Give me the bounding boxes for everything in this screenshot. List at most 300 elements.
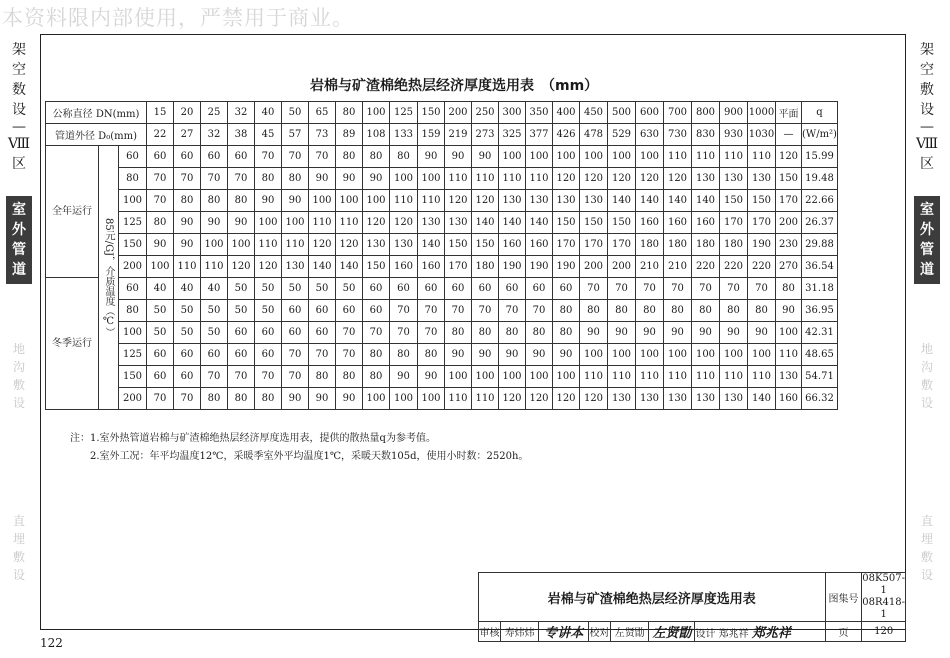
table-cell: 130	[664, 388, 692, 410]
table-cell: 110	[174, 256, 201, 278]
right-sidebar-char: 敷	[920, 82, 934, 98]
table-cell: 120	[553, 388, 580, 410]
table-cell: 90	[580, 322, 608, 344]
header-dn-cell: 350	[526, 102, 553, 124]
table-cell: 200	[580, 256, 608, 278]
left-sidebar-faint-2[interactable]	[6, 512, 32, 584]
table-cell: 80	[309, 366, 336, 388]
header-dn-cell: q	[802, 102, 838, 124]
designer-signature: 郑兆祥	[751, 626, 791, 641]
table-cell: 50	[336, 278, 363, 300]
table-cell: 210	[664, 256, 692, 278]
table-cell: 60	[174, 344, 201, 366]
right-active-char: 管	[920, 242, 934, 258]
table-cell: 70	[228, 366, 255, 388]
table-cell: 120	[390, 212, 418, 234]
table-cell: 19.48	[802, 168, 838, 190]
header-dn-cell: 15	[147, 102, 174, 124]
table-cell: 130	[390, 234, 418, 256]
table-cell: 80	[147, 212, 174, 234]
table-cell: 60	[255, 322, 282, 344]
table-cell: 60	[526, 278, 553, 300]
header-dn-cell: 450	[580, 102, 608, 124]
table-cell: 100	[580, 146, 608, 168]
table-cell: 50	[147, 300, 174, 322]
table-cell: 100	[363, 388, 390, 410]
table-cell: 40	[201, 278, 228, 300]
header-dn-cell: 300	[499, 102, 526, 124]
checker-name: 左贤勖	[611, 622, 649, 642]
header-dn-cell: 125	[390, 102, 418, 124]
table-cell: 60	[282, 322, 309, 344]
table-cell: 130	[418, 212, 445, 234]
table-cell: 100	[309, 190, 336, 212]
designer-name: 郑兆祥	[718, 629, 749, 640]
table-cell: 90	[608, 322, 636, 344]
right-sidebar-faint-1[interactable]	[914, 340, 940, 412]
table-cell: 270	[776, 256, 802, 278]
table-cell: 100	[472, 366, 499, 388]
table-cell: 80	[664, 300, 692, 322]
table-cell: 80	[608, 300, 636, 322]
right-sidebar-char: 空	[920, 62, 934, 78]
table-cell: 150	[553, 212, 580, 234]
table-cell: 60	[228, 322, 255, 344]
table-cell: 80	[636, 300, 664, 322]
table-cell: 90	[147, 234, 174, 256]
table-cell: 100	[499, 366, 526, 388]
check-label: 校对	[589, 622, 611, 642]
table-cell: 70	[472, 300, 499, 322]
header-dn-cell: 250	[472, 102, 499, 124]
table-cell: 120	[636, 168, 664, 190]
table-cell: 22.66	[802, 190, 838, 212]
reviewer-name: 寿炜炜	[500, 622, 538, 642]
table-cell: 36.54	[802, 256, 838, 278]
table-cell: 100	[776, 322, 802, 344]
table-cell: 70	[418, 322, 445, 344]
left-sidebar-char: 数	[12, 82, 26, 98]
table-cell: 80	[390, 344, 418, 366]
table-cell: 100	[692, 344, 720, 366]
checker-signature: 左贤勖	[649, 622, 695, 642]
table-cell: 100	[636, 146, 664, 168]
table-cell: 60	[147, 366, 174, 388]
header-dn-cell: 65	[309, 102, 336, 124]
table-cell: 100	[553, 146, 580, 168]
watermark-text: 本资料限内部使用，严禁用于商业。	[2, 6, 354, 30]
table-cell: 90	[553, 344, 580, 366]
table-cell: 120	[526, 388, 553, 410]
table-cell: 130	[776, 366, 802, 388]
header-dn-cell: 400	[553, 102, 580, 124]
table-cell: 140	[418, 234, 445, 256]
table-cell: 80	[255, 388, 282, 410]
table-cell: 70	[282, 366, 309, 388]
table-cell: 90	[418, 146, 445, 168]
left-sidebar-active-section[interactable]	[6, 196, 32, 284]
table-cell: 50	[228, 278, 255, 300]
table-cell: 110	[776, 344, 802, 366]
table-cell: 80	[748, 300, 776, 322]
table-cell: 90	[309, 388, 336, 410]
table-cell: 130	[553, 190, 580, 212]
temperature-cell: 60	[119, 278, 147, 300]
table-cell: 50	[255, 278, 282, 300]
table-cell: 170	[553, 234, 580, 256]
table-cell: 140	[608, 190, 636, 212]
table-cell: 80	[228, 190, 255, 212]
note-line: 注：1.室外热管道岩棉与矿渣棉绝热层经济厚度选用表，提供的散热量q为参考值。	[70, 433, 436, 444]
table-cell: 70	[201, 366, 228, 388]
header-dn-cell: 32	[228, 102, 255, 124]
table-cell: 140	[472, 212, 499, 234]
table-cell: 100	[147, 256, 174, 278]
table-cell: 230	[776, 234, 802, 256]
table-cell: 140	[336, 256, 363, 278]
table-cell: 80	[445, 322, 472, 344]
temperature-cell: 200	[119, 388, 147, 410]
table-cell: 80	[692, 300, 720, 322]
table-cell: 70	[201, 168, 228, 190]
review-label: 审核	[479, 622, 501, 642]
table-cell: 110	[390, 190, 418, 212]
table-cell: 80	[282, 168, 309, 190]
table-cell: 80	[363, 344, 390, 366]
table-cell: 50	[201, 322, 228, 344]
table-cell: 70	[390, 322, 418, 344]
header-dn-cell: 600	[636, 102, 664, 124]
left-sidebar-faint-1[interactable]	[6, 340, 32, 412]
title-block	[478, 572, 906, 642]
table-cell: 100	[720, 344, 748, 366]
table-cell: 170	[720, 212, 748, 234]
table-cell: 110	[445, 388, 472, 410]
header-dn-cell: 150	[418, 102, 445, 124]
table-cell: 90	[201, 212, 228, 234]
header-d0-cell: 108	[363, 124, 390, 146]
table-cell: 50	[174, 322, 201, 344]
table-cell: 36.95	[802, 300, 838, 322]
table-cell: 140	[636, 190, 664, 212]
table-cell: 70	[336, 322, 363, 344]
table-cell: 80	[363, 366, 390, 388]
table-cell: 90	[255, 190, 282, 212]
table-cell: 70	[255, 366, 282, 388]
header-d0-cell: 89	[336, 124, 363, 146]
table-cell: 60	[390, 278, 418, 300]
table-cell: 170	[776, 190, 802, 212]
left-active-char: 外	[12, 222, 26, 238]
header-dn-cell: 800	[692, 102, 720, 124]
page-number-cell: 120	[862, 622, 906, 642]
faint-char: 设	[12, 568, 25, 582]
table-cell: 190	[526, 256, 553, 278]
table-cell: 100	[282, 212, 309, 234]
table-cell: 60	[363, 300, 390, 322]
table-cell: 60	[282, 300, 309, 322]
table-cell: 90	[472, 344, 499, 366]
header-d0-cell: 57	[282, 124, 309, 146]
table-cell: 80	[201, 190, 228, 212]
faint-char: 直	[920, 514, 933, 528]
table-cell: 180	[664, 234, 692, 256]
price-label: 85元/GJ，介质温度（℃）	[99, 146, 119, 410]
table-cell: 100	[390, 168, 418, 190]
header-dn-cell: 1000	[748, 102, 776, 124]
table-cell: 110	[255, 234, 282, 256]
table-cell: 160	[499, 234, 526, 256]
note-line: 2.室外工况：年平均温度12℃，采暖季室外平均温度1℃，采暖天数105d，使用小时数：2520h。	[70, 451, 529, 462]
faint-char: 设	[920, 396, 933, 410]
title-block-title: 岩棉与矿渣棉绝热层经济厚度选用表	[479, 573, 826, 622]
table-cell: 42.31	[802, 322, 838, 344]
header-d0-cell: 930	[720, 124, 748, 146]
table-cell: 150	[720, 190, 748, 212]
table-cell: 100	[608, 344, 636, 366]
table-cell: 190	[748, 234, 776, 256]
group-label: 全年运行	[46, 146, 99, 278]
table-cell: 130	[692, 388, 720, 410]
header-dn-cell: 100	[363, 102, 390, 124]
table-cell: 90	[776, 300, 802, 322]
table-cell: 120	[363, 212, 390, 234]
table-cell: 140	[692, 190, 720, 212]
table-cell: 50	[201, 300, 228, 322]
table-cell: 170	[445, 256, 472, 278]
table-cell: 180	[692, 234, 720, 256]
table-cell: 70	[499, 300, 526, 322]
table-cell: 80	[418, 344, 445, 366]
table-cell: 70	[390, 300, 418, 322]
table-cell: 100	[636, 344, 664, 366]
table-cell: 130	[720, 168, 748, 190]
table-cell: 110	[526, 168, 553, 190]
design-cell	[695, 622, 825, 642]
header-d0-cell: —	[776, 124, 802, 146]
table-cell: 70	[692, 278, 720, 300]
table-cell: 50	[282, 278, 309, 300]
table-cell: 90	[526, 344, 553, 366]
table-cell: 130	[445, 212, 472, 234]
table-cell: 90	[309, 168, 336, 190]
table-cell: 110	[748, 366, 776, 388]
table-cell: 90	[336, 168, 363, 190]
header-dn-cell: 500	[608, 102, 636, 124]
group-label: 冬季运行	[46, 278, 99, 410]
table-cell: 210	[636, 256, 664, 278]
table-cell: 160	[636, 212, 664, 234]
table-cell: 70	[228, 168, 255, 190]
header-d0-cell: 38	[228, 124, 255, 146]
table-cell: 100	[526, 146, 553, 168]
header-dn-cell: 50	[282, 102, 309, 124]
left-active-char: 室	[12, 202, 26, 218]
table-cell: 50	[228, 300, 255, 322]
table-cell: 160	[664, 212, 692, 234]
table-cell: 90	[692, 322, 720, 344]
table-cell: 130	[580, 190, 608, 212]
table-cell: 70	[309, 344, 336, 366]
faint-char: 地	[12, 342, 25, 356]
faint-char: 沟	[12, 360, 25, 374]
table-cell: 60	[228, 344, 255, 366]
table-cell: 180	[472, 256, 499, 278]
table-cell: 120	[664, 168, 692, 190]
table-cell: 130	[608, 388, 636, 410]
table-cell: 160	[418, 256, 445, 278]
right-sidebar-dash: —	[920, 119, 934, 135]
table-cell: 70	[720, 278, 748, 300]
header-d0-cell: 273	[472, 124, 499, 146]
table-cell: 80	[363, 146, 390, 168]
temperature-cell: 125	[119, 344, 147, 366]
table-cell: 120	[553, 168, 580, 190]
table-cell: 130	[748, 168, 776, 190]
left-sidebar-char: 空	[12, 62, 26, 78]
faint-char: 设	[12, 396, 25, 410]
header-d0-cell: 27	[174, 124, 201, 146]
left-sidebar-char: 架	[12, 42, 26, 58]
table-cell: 130	[363, 234, 390, 256]
table-cell: 60	[309, 300, 336, 322]
table-cell: 110	[472, 388, 499, 410]
table-cell: 130	[720, 388, 748, 410]
table-cell: 140	[499, 212, 526, 234]
table-cell: 170	[580, 234, 608, 256]
table-cell: 140	[309, 256, 336, 278]
table-cell: 70	[580, 278, 608, 300]
table-cell: 80	[580, 300, 608, 322]
table-cell: 120	[608, 168, 636, 190]
table-cell: 110	[692, 146, 720, 168]
table-cell: 160	[692, 212, 720, 234]
table-cell: 120	[580, 168, 608, 190]
table-cell: 80	[720, 300, 748, 322]
header-d0-cell: (W/m²)	[802, 124, 838, 146]
table-cell: 110	[664, 366, 692, 388]
table-cell: 170	[748, 212, 776, 234]
table-cell: 60	[553, 278, 580, 300]
table-cell: 70	[636, 278, 664, 300]
table-cell: 50	[255, 300, 282, 322]
table-cell: 90	[363, 168, 390, 190]
temperature-cell: 200	[119, 256, 147, 278]
table-cell: 120	[472, 190, 499, 212]
temperature-cell: 100	[119, 322, 147, 344]
table-cell: 90	[418, 366, 445, 388]
table-cell: 100	[228, 234, 255, 256]
table-cell: 110	[472, 168, 499, 190]
table-cell: 190	[553, 256, 580, 278]
table-cell: 60	[174, 366, 201, 388]
temperature-cell: 150	[119, 366, 147, 388]
right-active-char: 外	[920, 222, 934, 238]
table-cell: 90	[445, 344, 472, 366]
table-cell: 110	[664, 146, 692, 168]
table-cell: 70	[147, 168, 174, 190]
table-cell: 100	[445, 366, 472, 388]
header-d0-cell: 377	[526, 124, 553, 146]
table-cell: 150	[445, 234, 472, 256]
table-cell: 80	[553, 300, 580, 322]
table-cell: 29.88	[802, 234, 838, 256]
table-cell: 110	[445, 168, 472, 190]
table-cell: 31.18	[802, 278, 838, 300]
table-cell: 80	[174, 190, 201, 212]
table-cell: 150	[472, 234, 499, 256]
table-cell: 60	[336, 300, 363, 322]
table-cell: 40	[174, 278, 201, 300]
header-dn-cell: 40	[255, 102, 282, 124]
right-sidebar-faint-2[interactable]	[914, 512, 940, 584]
table-cell: 140	[526, 212, 553, 234]
table-cell: 110	[720, 146, 748, 168]
header-d0-cell: 159	[418, 124, 445, 146]
temperature-cell: 80	[119, 168, 147, 190]
table-cell: 90	[636, 322, 664, 344]
table-cell: 120	[445, 190, 472, 212]
table-cell: 80	[472, 322, 499, 344]
table-cell: 190	[499, 256, 526, 278]
table-cell: 80	[336, 146, 363, 168]
header-d0-cell: 426	[553, 124, 580, 146]
right-sidebar-active-section[interactable]	[914, 196, 940, 284]
table-cell: 60	[472, 278, 499, 300]
faint-char: 敷	[12, 550, 25, 564]
header-d0-cell: 730	[664, 124, 692, 146]
table-cell: 90	[228, 212, 255, 234]
design-label: 设计	[695, 629, 716, 640]
table-cell: 170	[608, 234, 636, 256]
header-d0-cell: 22	[147, 124, 174, 146]
temperature-cell: 100	[119, 190, 147, 212]
table-cell: 80	[336, 366, 363, 388]
table-cell: 80	[553, 322, 580, 344]
header-dn-label: 公称直径 DN(mm)	[46, 102, 147, 124]
table-cell: 160	[390, 256, 418, 278]
table-cell: 80	[776, 278, 802, 300]
right-sidebar-title	[914, 40, 940, 174]
faint-char: 埋	[12, 532, 25, 546]
thickness-table	[45, 101, 838, 410]
table-cell: 110	[418, 190, 445, 212]
table-cell: 110	[499, 168, 526, 190]
faint-char: 沟	[920, 360, 933, 374]
table-cell: 120	[255, 256, 282, 278]
table-cell: 70	[526, 300, 553, 322]
page-label: 页	[825, 622, 862, 642]
left-active-char: 道	[12, 262, 26, 278]
table-cell: 200	[776, 212, 802, 234]
table-cell: 80	[526, 322, 553, 344]
table-cell: 66.32	[802, 388, 838, 410]
table-cell: 60	[418, 278, 445, 300]
table-cell: 110	[580, 366, 608, 388]
table-cell: 110	[201, 256, 228, 278]
atlas-label: 图集号	[825, 573, 862, 622]
header-d0-cell: 529	[608, 124, 636, 146]
temperature-cell: 125	[119, 212, 147, 234]
temperature-cell: 80	[119, 300, 147, 322]
header-d0-cell: 133	[390, 124, 418, 146]
table-cell: 80	[390, 146, 418, 168]
notes	[70, 430, 528, 466]
table-cell: 90	[282, 388, 309, 410]
table-cell: 120	[336, 234, 363, 256]
table-cell: 90	[282, 190, 309, 212]
table-cell: 80	[499, 322, 526, 344]
